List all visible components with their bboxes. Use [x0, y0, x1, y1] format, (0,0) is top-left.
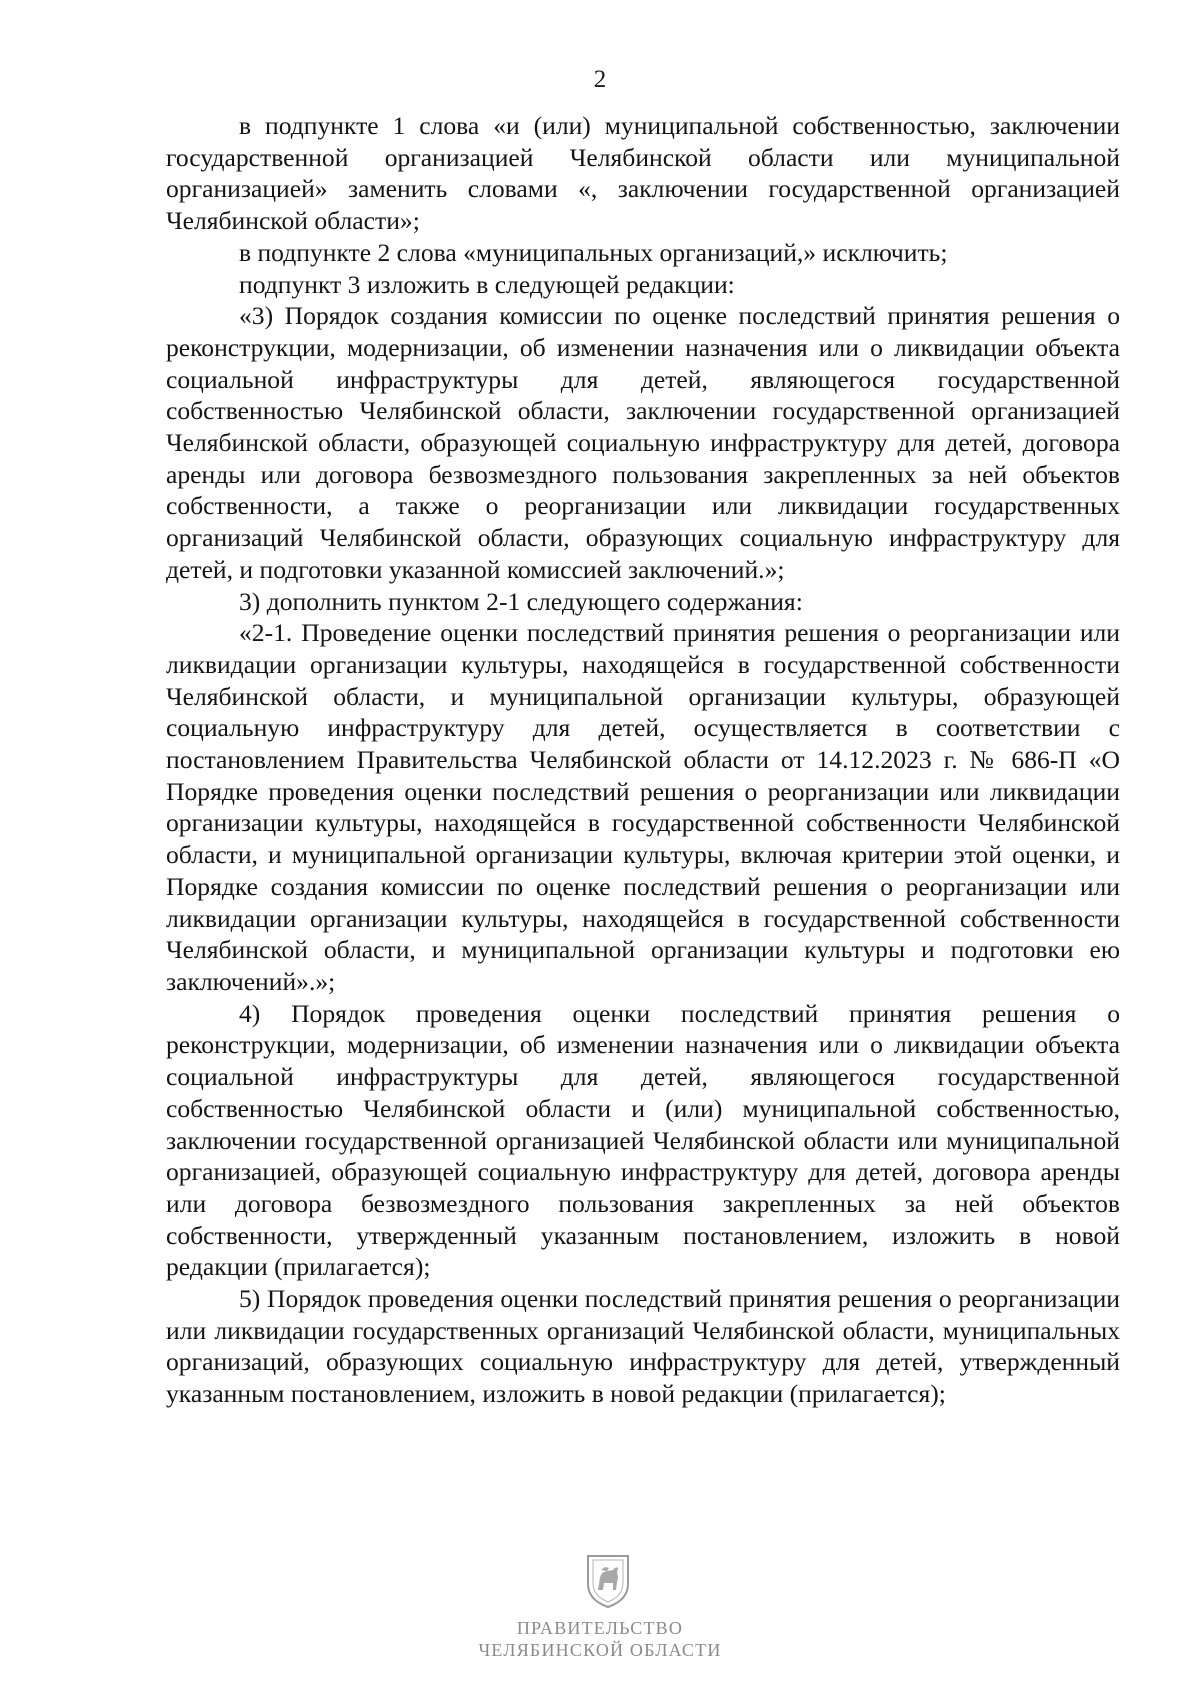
- organization-name-line-1: ПРАВИТЕЛЬСТВО: [516, 1618, 684, 1638]
- paragraph: 3) дополнить пунктом 2-1 следующего содержания:: [239, 586, 803, 616]
- paragraph: в подпункте 2 слова «муниципальных организаций,» исключить;: [239, 237, 948, 267]
- document-body: [166, 110, 1120, 1410]
- organization-name-line-2: ЧЕЛЯБИНСКОЙ ОБЛАСТИ: [478, 1640, 722, 1660]
- paragraph: подпункт 3 изложить в следующей редакции:: [239, 269, 735, 299]
- paragraph: «2-1. Проведение оценки последствий принятия решения о реорганизации или ликвидации организации культуры, находящейся в государственной собственности Челябинской области, и муниципальной организации культуры, образующей социальную инфраструктуру для детей, осуществляется в соответствии с постановлением Правительства Челябинской области от 14.12.2023 г. № 686-П «О Порядке проведения оценки последствий решения о реорганизации или ликвидации организации культуры, находящейся в государственной собственности Челябинской области, и муниципальной организации культуры, включая критерии этой оценки, и Порядке создания комиссии по оценке последствий решения о реорганизации или ликвидации организации культуры, находящейся в государственной собственности Челябинской области, и муниципальной организации культуры и подготовки ею заключений».»;: [166, 618, 1120, 996]
- page-number: 2: [593, 66, 607, 93]
- chelyabinsk-coat-of-arms-icon: [583, 1550, 633, 1610]
- paragraph: 5) Порядок проведения оценки последствий принятия решения о реорганизации или ликвидации государственных организаций Челябинской области, муниципальных организаций, образующих социальную инфраструктуру для детей, утвержденный указанным постановлением, изложить в новой редакции (прилагается);: [166, 1284, 1120, 1409]
- paragraph: 4) Порядок проведения оценки последствий принятия решения о реконструкции, модернизации, об изменении назначения или о ликвидации объекта социальной инфраструктуры для детей, являющегося государственной собственностью Челябинской области и (или) муниципальной собственностью, заключении государственной организацией Челябинской области или муниципальной организацией, образующей социальную инфраструктуру для детей, договора аренды или договора безвозмездного пользования закрепленных за ней объектов собственности, утвержденный указанным постановлением, изложить в новой редакции (прилагается);: [166, 998, 1120, 1282]
- paragraph: «3) Порядок создания комиссии по оценке последствий принятия решения о реконструкции, модернизации, об изменении назначения или о ликвидации объекта социальной инфраструктуры для детей, являющегося государственной собственностью Челябинской области, заключении государственной организацией Челябинской области, образующей социальную инфраструктуру для детей, договора аренды или договора безвозмездного пользования закрепленных за ней объектов собственности, а также о реорганизации или ликвидации государственных организаций Челябинской области, образующих социальную инфраструктуру для детей, и подготовки указанной комиссией заключений.»;: [166, 301, 1120, 584]
- paragraph: в подпункте 1 слова «и (или) муниципальной собственностью, заключении государственной организацией Челябинской области или муниципальной организацией» заменить словами «, заключении государственной организацией Челябинской области»;: [166, 111, 1120, 236]
